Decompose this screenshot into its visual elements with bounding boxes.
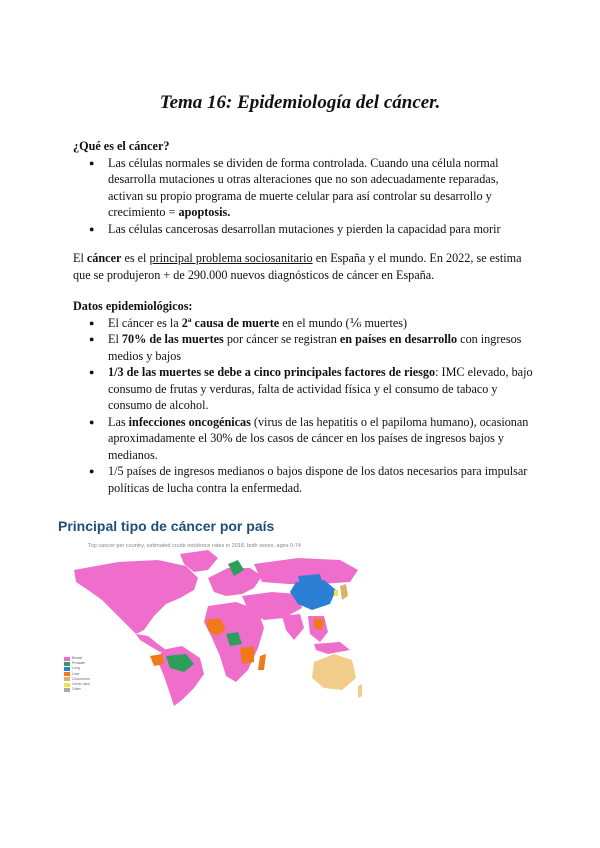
legend-label: Prostate	[72, 661, 86, 666]
section-heading: Datos epidemiológicos:	[73, 299, 193, 313]
section-epidemiology	[73, 298, 533, 496]
bullet-text: Las células cancerosas desarrollan mutaciones y pierden la capacidad para morir	[108, 221, 501, 236]
text-span: 1/5 países de ingresos medianos o bajos dispone de los datos necesarios para impulsar políticas de lucha contra la enfermedad.	[108, 464, 528, 495]
legend-swatch	[64, 672, 70, 676]
world-map	[58, 538, 363, 708]
map-legend	[64, 656, 90, 692]
text-span: : IMC elevado, bajo consumo de frutas y verduras, falta de actividad física y el consumo de tabaco y consumo de alcohol.	[108, 365, 533, 412]
indonesia	[314, 642, 350, 654]
text-span: por cáncer se registran	[223, 332, 340, 346]
map-caption: Top cancer per country, estimated crude incidence rates in 2018, both sexes, ages 0-74	[88, 543, 301, 549]
list-item	[108, 221, 533, 238]
legend-swatch	[64, 677, 70, 681]
new-zealand	[358, 684, 362, 698]
bullet-list	[73, 315, 533, 497]
legend-swatch	[64, 683, 70, 687]
north-america	[74, 560, 198, 634]
text-span: en el mundo (⅙ muertes)	[279, 315, 408, 330]
legend-swatch	[64, 662, 70, 666]
section-heading: ¿Qué es el cáncer?	[73, 139, 170, 153]
bold-term: 1/3 de las muertes se debe a cinco principales factores de riesgo	[108, 365, 436, 379]
bold-term: 70% de las muertes	[121, 332, 224, 346]
legend-label: Breast	[72, 656, 83, 660]
text-span: (virus de las hepatitis o el papiloma humano), ocasionan aproximadamente el 30% de los casos de cáncer en los países de ingresos bajos y medianos.	[108, 414, 529, 462]
page-title: Tema 16: Epidemiología del cáncer.	[159, 92, 441, 113]
legend-item	[64, 687, 90, 692]
bullet-list	[73, 155, 533, 238]
legend-label: Lung	[72, 666, 80, 671]
list-item	[108, 315, 533, 332]
legend-swatch	[64, 657, 70, 661]
underlined-term: principal problema sociosanitario	[149, 251, 313, 265]
text-span: es el	[121, 251, 150, 265]
legend-swatch	[64, 667, 70, 671]
east-africa-liver	[240, 646, 254, 664]
section-what-is-cancer	[73, 138, 533, 237]
japan	[340, 584, 348, 600]
list-item	[108, 463, 533, 496]
legend-label: Colorectum	[72, 676, 90, 681]
central-america	[136, 634, 166, 652]
legend-swatch	[64, 688, 70, 692]
list-item	[108, 364, 533, 414]
text-span: en España y el mundo. En 2022, se estima que se produjeron + de 290.000 nuevos diagnósticos de cáncer en España.	[73, 251, 522, 282]
text-span: El	[108, 332, 122, 346]
text-span: El	[73, 251, 87, 265]
list-item	[108, 331, 533, 364]
australia	[312, 654, 356, 690]
text-span: Las	[108, 414, 129, 429]
list-item	[108, 414, 533, 464]
bold-term: infecciones oncogénicas	[128, 414, 251, 429]
list-item	[108, 155, 533, 221]
bold-term: apoptosis.	[178, 205, 231, 219]
text-span: con ingresos medios y bajos	[108, 332, 522, 363]
legend-label: Other	[72, 687, 81, 692]
south-america-liver	[150, 654, 164, 666]
map-title: Principal tipo de cáncer por país	[58, 518, 275, 534]
madagascar	[258, 654, 266, 670]
bold-term: cáncer	[86, 251, 122, 265]
text-span: El cáncer es la	[108, 315, 182, 330]
bold-term: 2ª causa de muerte	[181, 315, 280, 330]
india	[282, 614, 304, 640]
bold-term: en países en desarrollo	[339, 332, 458, 346]
legend-label: Liver	[72, 671, 80, 676]
intro-paragraph	[73, 250, 533, 283]
legend-label: Cervix uteri	[72, 682, 90, 687]
korea	[334, 590, 338, 596]
world-map-figure	[58, 538, 363, 708]
bullet-text: Las células normales se dividen de forma controlada. Cuando una célula normal desarrolla mutaciones u otras alteraciones que no son adecuadamente reparadas, activan su propio programa de muerte celular para así controlar su desarrollo y crecimiento =	[108, 155, 499, 219]
